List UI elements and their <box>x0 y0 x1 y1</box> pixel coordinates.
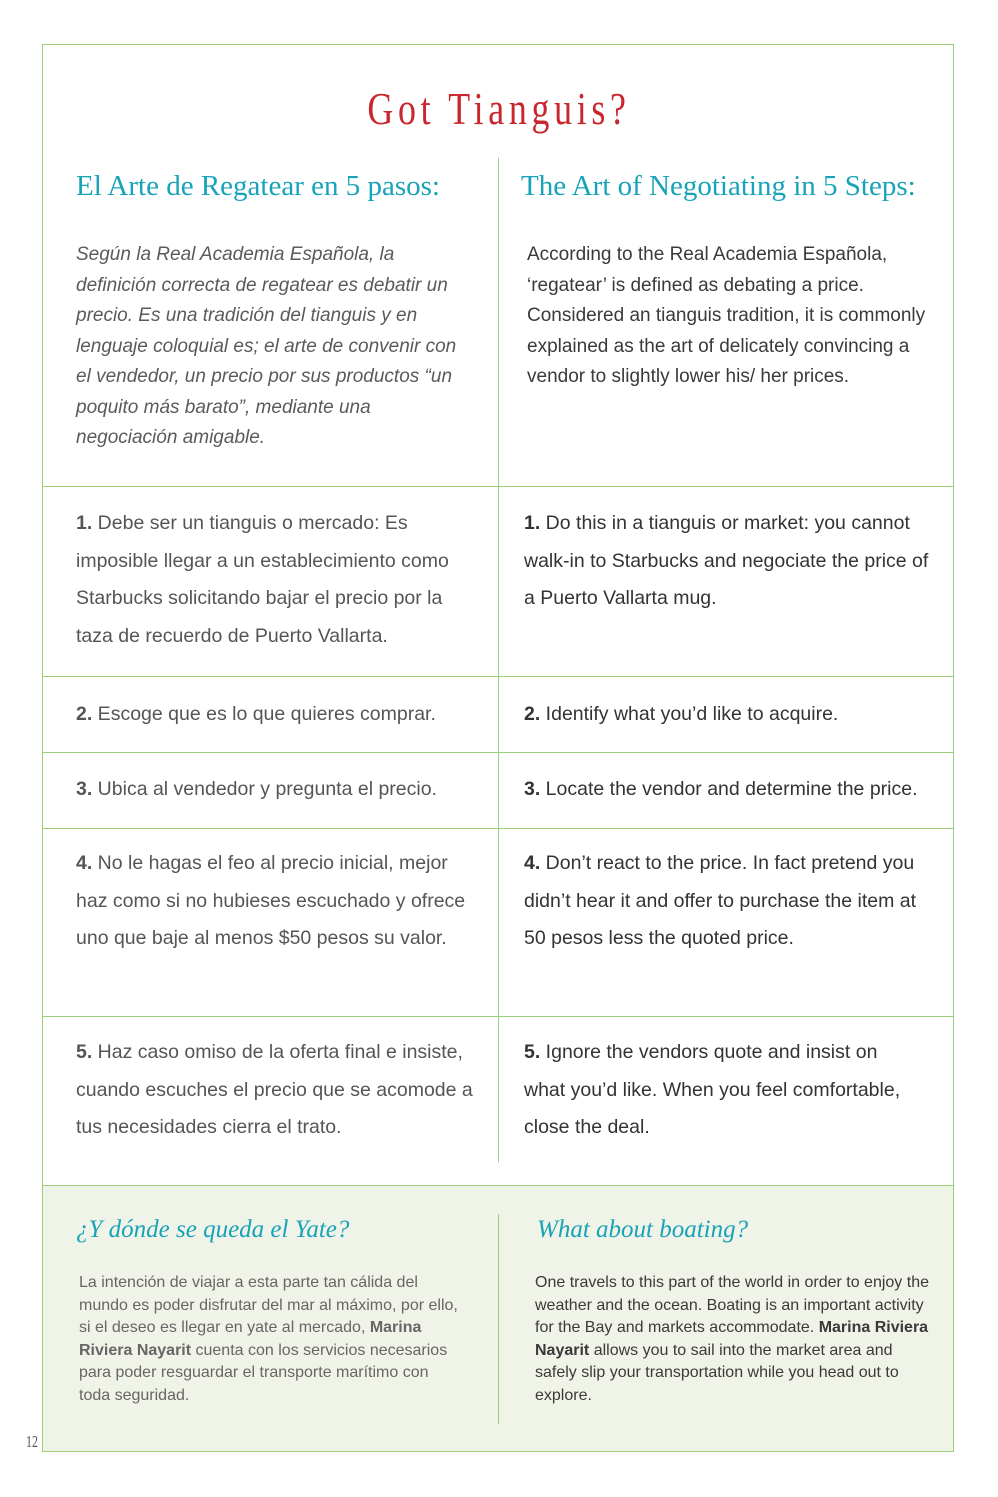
step-number: 2. <box>524 703 541 725</box>
row-divider <box>42 676 954 677</box>
step-text: No le hagas el feo al precio inicial, mejor haz como si no hubieses escuchado y ofrece uno que baje al menos $50 pesos su valor. <box>76 852 466 949</box>
row-divider <box>42 752 954 753</box>
step-number: 4. <box>76 852 93 874</box>
boating-english-text <box>535 1272 933 1407</box>
english-step-3 <box>524 771 944 809</box>
step-text: Ubica al vendedor y pregunta el precio. <box>92 778 437 800</box>
row-divider <box>42 486 954 487</box>
step-number: 2. <box>76 703 93 725</box>
step-number: 4. <box>524 852 541 874</box>
boating-text-part: allows you to sail into the market area and safely slip your transportation while you head out to explore. <box>535 1341 899 1404</box>
row-divider <box>42 1016 954 1017</box>
step-text: Haz caso omiso de la oferta final e insiste, cuando escuches el precio que se acomode a tus necesidades cierra el trato. <box>76 1041 473 1138</box>
step-text: Debe ser un tianguis o mercado: Es imposible llegar a un establecimiento como Starbucks solicitando bajar el precio por la taza de recuerdo de Puerto Vallarta. <box>76 512 449 647</box>
step-number: 3. <box>76 778 93 800</box>
spanish-step-2 <box>76 696 486 734</box>
page-number: 12 <box>26 1432 38 1451</box>
step-number: 5. <box>76 1041 93 1063</box>
column-divider <box>498 158 499 1162</box>
step-number: 1. <box>76 512 93 534</box>
english-step-5 <box>524 1034 924 1147</box>
step-text: Don’t react to the price. In fact pretend you didn’t hear it and offer to purchase the item at 50 pesos less the quoted price. <box>524 852 917 949</box>
boating-spanish-text <box>79 1272 463 1407</box>
boating-text-part: La intención de viajar a esta parte tan cálida del mundo es poder disfrutar del mar al máximo, por ello, si el deseo es llegar en yate al mercado, <box>79 1274 458 1336</box>
marina-name: Marina Riviera Nayarit <box>79 1319 422 1359</box>
step-number: 1. <box>524 512 541 534</box>
step-number: 3. <box>524 778 541 800</box>
english-heading: The Art of Negotiating in 5 Steps: <box>521 170 916 202</box>
boating-text-part: cuenta con los servicios necesarios para poder resguardar el transporte marítimo con toda seguridad. <box>79 1341 448 1404</box>
english-step-4 <box>524 845 924 958</box>
spanish-step-1 <box>76 505 476 655</box>
step-text: Ignore the vendors quote and insist on what you’d like. When you feel comfortable, close the deal. <box>524 1041 901 1138</box>
step-text: Do this in a tianguis or market: you cannot walk-in to Starbucks and negociate the price of a Puerto Vallarta mug. <box>524 512 929 609</box>
spanish-intro: Según la Real Academia Española, la definición correcta de regatear es debatir un precio. Es una tradición del tianguis y en lenguaje coloquial es; el arte de convenir con el vendedor, un precio por sus productos “un poquito más barato”, mediante una negociación amigable. <box>76 244 457 448</box>
boating-column-divider <box>498 1214 499 1424</box>
page-title: Got Tianguis? <box>367 83 631 134</box>
row-divider <box>42 828 954 829</box>
english-intro: According to the Real Academia Española, ‘regatear’ is defined as debating a price. Considered an tianguis tradition, it is commonly explained as the art of delicately convincing a vendor to slightly lower his/ her prices. <box>527 244 926 387</box>
boating-english-heading: What about boating? <box>537 1216 749 1243</box>
spanish-step-3 <box>76 771 486 809</box>
marina-name: Marina Riviera Nayarit <box>535 1319 929 1359</box>
step-text: Escoge que es lo que quieres comprar. <box>92 703 436 725</box>
step-text: Identify what you’d like to acquire. <box>540 703 839 725</box>
english-step-1 <box>524 505 934 618</box>
spanish-heading: El Arte de Regatear en 5 pasos: <box>76 170 440 202</box>
english-step-2 <box>524 696 934 734</box>
step-text: Locate the vendor and determine the price. <box>540 778 918 800</box>
boating-spanish-heading: ¿Y dónde se queda el Yate? <box>76 1216 350 1243</box>
boating-text-part: One travels to this part of the world in order to enjoy the weather and the ocean. Boating is an important activity for the Bay and markets accommodate. <box>535 1274 929 1336</box>
step-number: 5. <box>524 1041 541 1063</box>
spanish-step-4 <box>76 845 476 958</box>
spanish-step-5 <box>76 1034 476 1147</box>
